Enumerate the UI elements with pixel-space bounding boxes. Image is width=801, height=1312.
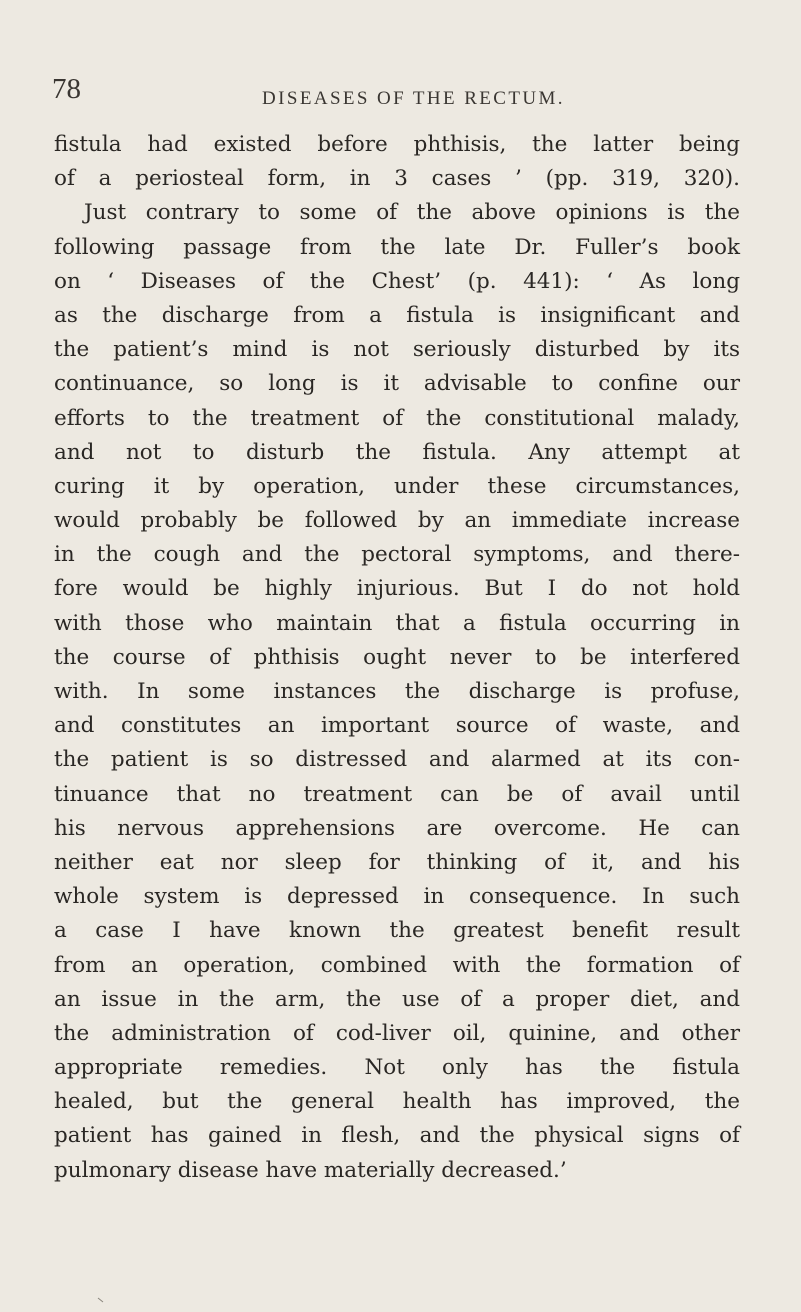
page-header [52,74,752,114]
paper-speck-mark [97,1297,107,1303]
text-line: continuance, so long is it advisable to confine our [54,371,740,397]
text-line: his nervous apprehensions are overcome. He can [54,815,740,841]
text-line: following passage from the late Dr. Fuller’s book [54,234,740,260]
text-line: from an operation, combined with the formation of [54,952,740,978]
text-line: on ‘ Diseases of the Chest’ (p. 441): ‘ As long [54,268,740,294]
text-line: patient has gained in flesh, and the physical signs of [54,1123,740,1149]
text-line: neither eat nor sleep for thinking of it, and his [54,849,740,875]
text-line: with those who maintain that a fistula occurring in [54,610,740,636]
text-line: in the cough and the pectoral symptoms, and there- [54,542,740,568]
text-line: efforts to the treatment of the constitutional malady, [54,405,740,431]
text-line: an issue in the arm, the use of a proper diet, and [54,986,740,1012]
text-line: curing it by operation, under these circumstances, [54,473,740,499]
text-line: as the discharge from a fistula is insignificant and [54,302,740,328]
text-line: Just contrary to some of the above opinions is the [84,200,740,226]
body-text [54,128,740,1188]
text-line: the patient is so distressed and alarmed at its con- [54,747,740,773]
text-line: a case I have known the greatest benefit result [54,918,740,944]
paper-speck [97,1296,107,1302]
page-number: 78 [52,73,81,105]
text-line: and constitutes an important source of waste, and [54,713,740,739]
text-line: the administration of cod-liver oil, quinine, and other [54,1020,740,1046]
text-line: the patient’s mind is not seriously disturbed by its [54,337,740,363]
text-line: whole system is depressed in consequence. In such [54,884,740,910]
text-line: the course of phthisis ought never to be interfered [54,644,740,670]
text-line: of a periosteal form, in 3 cases ’ (pp. 319, 320). [54,166,740,192]
text-line: and not to disturb the fistula. Any attempt at [54,439,740,465]
text-line: healed, but the general health has improved, the [54,1089,740,1115]
text-line: would probably be followed by an immediate increase [54,508,740,534]
text-line: fistula had existed before phthisis, the latter being [54,132,740,157]
text-line: tinuance that no treatment can be of avail until [54,781,740,807]
running-head: DISEASES OF THE RECTUM. [262,88,565,109]
text-line: pulmonary disease have materially decreased.’ [54,1157,567,1183]
text-line: appropriate remedies. Not only has the fistula [54,1055,740,1081]
text-line: fore would be highly injurious. But I do not hold [54,576,740,602]
text-line: with. In some instances the discharge is profuse, [54,679,740,704]
